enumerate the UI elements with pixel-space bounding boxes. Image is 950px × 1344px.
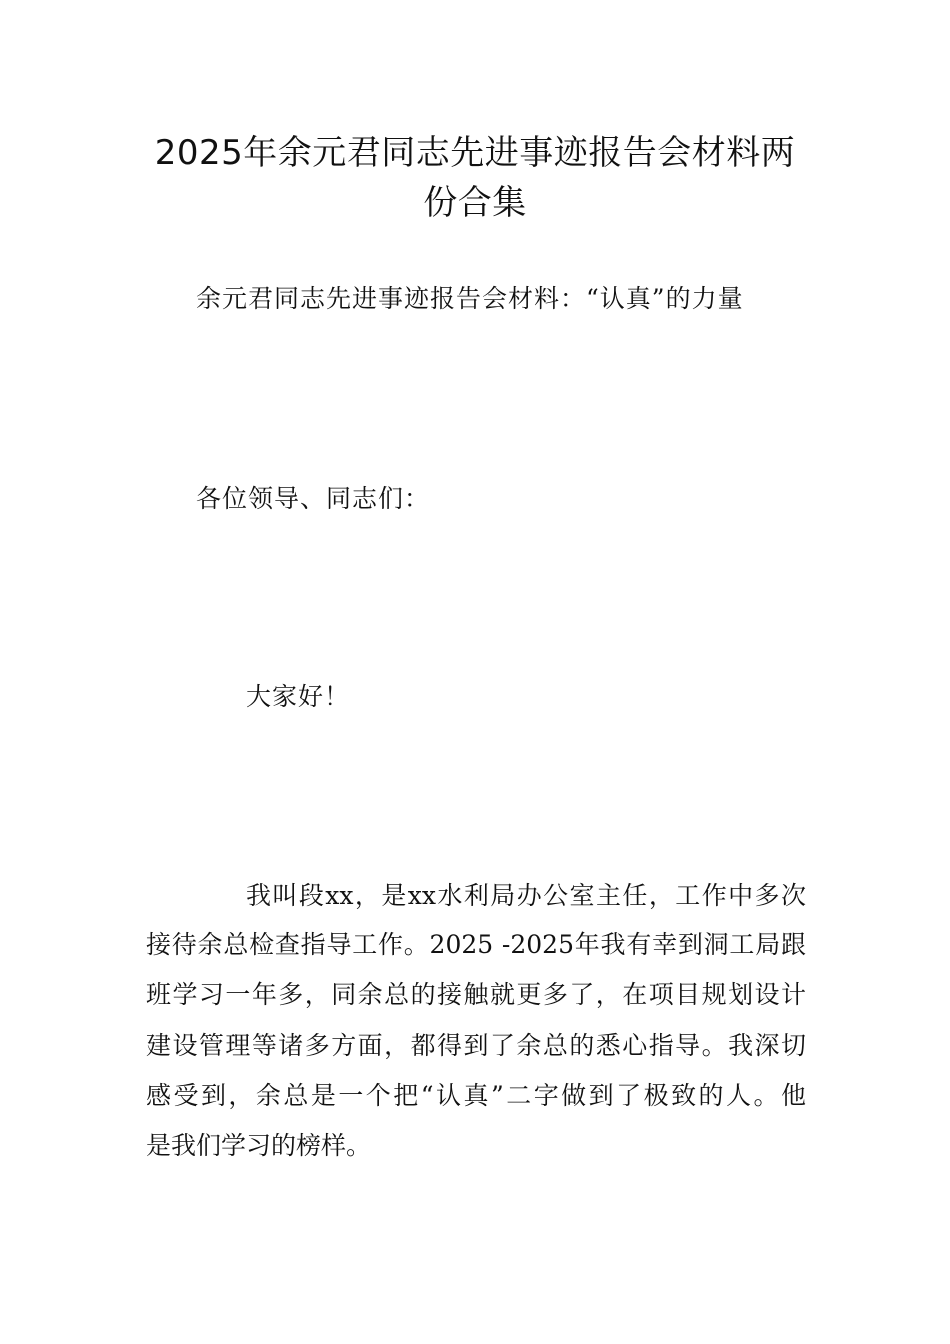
document-title-line-2: 份合集 <box>423 183 527 223</box>
paragraph-line-2: 接待余总检查指导工作。2025 -2025年我有幸到洞工局跟 <box>146 930 806 959</box>
paragraph-line-3: 班学习一年多，同余总的接触就更多了，在项目规划设计 <box>146 980 806 1009</box>
document-subtitle: 余元君同志先进事迹报告会材料：“认真”的力量 <box>196 284 744 313</box>
document-title-line-1: 2025年余元君同志先进事迹报告会材料两 <box>154 133 796 173</box>
paragraph-line-1: 我叫段xx，是xx水利局办公室主任，工作中多次 <box>246 881 806 910</box>
salutation: 各位领导、同志们： <box>196 484 431 513</box>
greeting: 大家好！ <box>246 682 351 711</box>
paragraph-line-4: 建设管理等诸多方面，都得到了余总的悉心指导。我深切 <box>146 1031 806 1060</box>
paragraph-line-5: 感受到，余总是一个把“认真”二字做到了极致的人。他 <box>146 1081 806 1110</box>
paragraph-line-6: 是我们学习的榜样。 <box>146 1131 372 1160</box>
